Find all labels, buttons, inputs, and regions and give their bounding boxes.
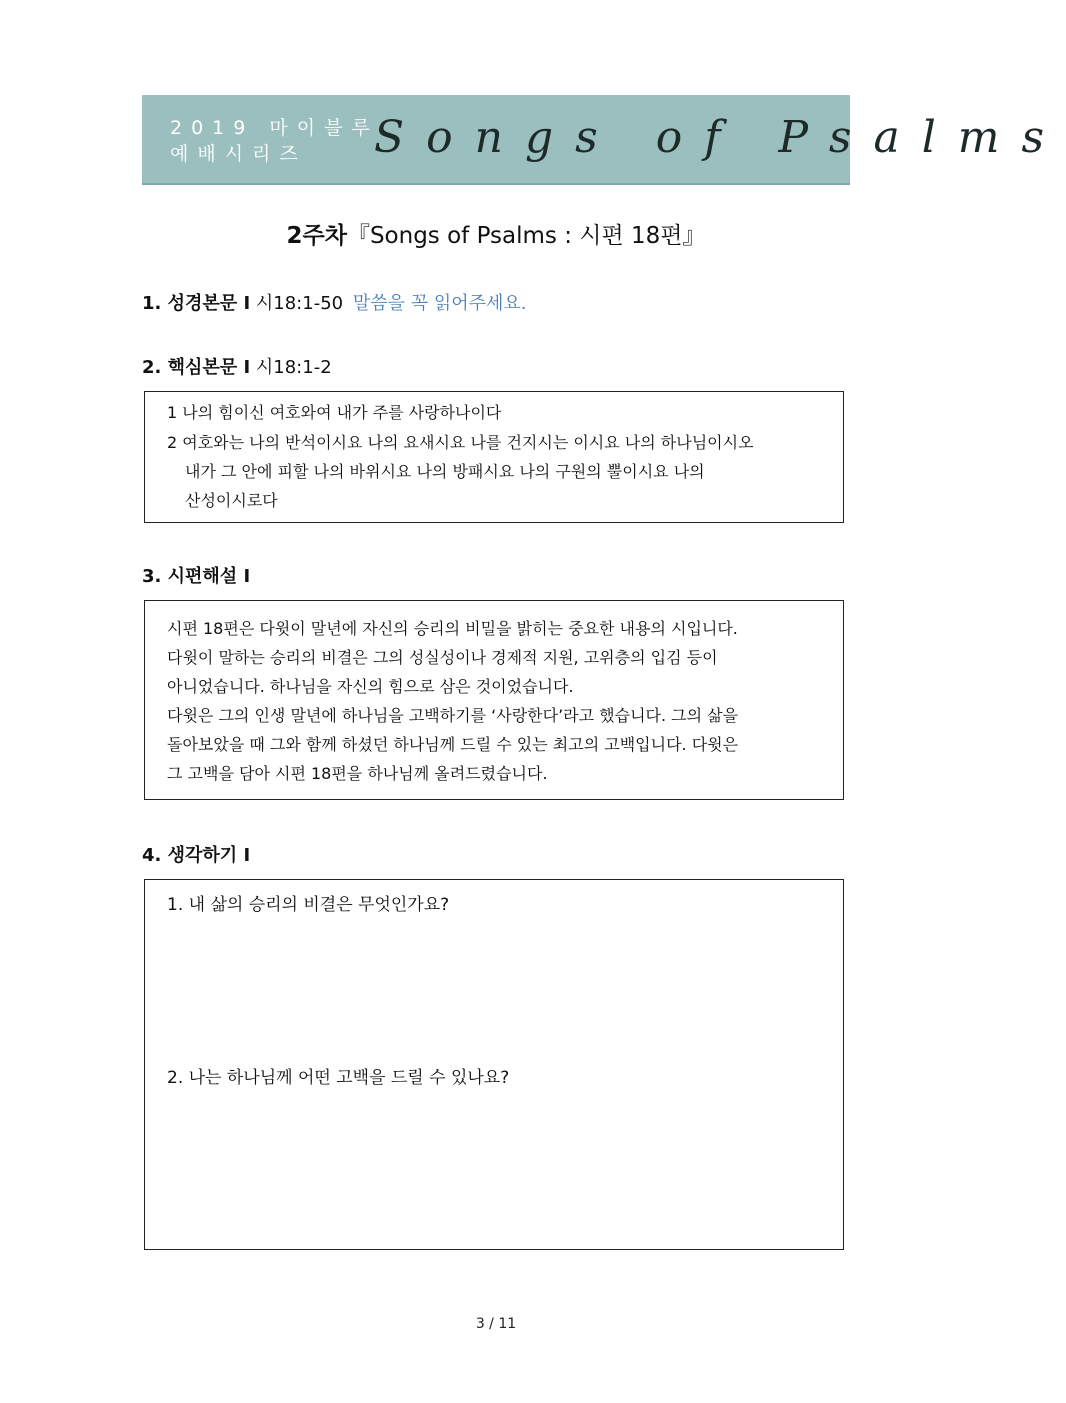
series-banner [142, 95, 1066, 185]
section-commentary [142, 564, 250, 590]
commentary-line: 다윗은 그의 인생 말년에 하나님을 고백하기를 ‘사랑한다’라고 했습니다. 그의 삶을 [167, 706, 739, 725]
banner-title: Songs of Psalms [374, 112, 1066, 163]
section-key-verse [142, 355, 332, 381]
verse-line: 내가 그 안에 피할 나의 바위시요 나의 방패시요 나의 구원의 뿔이시요 나의 [185, 462, 705, 481]
banner-series-label [170, 115, 379, 167]
page-title-week: 2주차 [286, 223, 347, 249]
section-heading: 1. 성경본문 I [142, 293, 251, 314]
key-verse-box [144, 391, 844, 523]
page-title [0, 220, 992, 252]
commentary-line: 아니었습니다. 하나님을 자신의 힘으로 삼은 것이었습니다. [167, 677, 574, 696]
section-heading: 4. 생각하기 I [142, 845, 251, 866]
page-title-text: 『Songs of Psalms : 시편 18편』 [346, 223, 706, 249]
verse-line: 2 여호와는 나의 반석이시요 나의 요새시요 나를 건지시는 이시요 나의 하나님이시오 [167, 433, 754, 452]
section-scripture [142, 291, 527, 317]
section-heading: 3. 시편해설 I [142, 566, 251, 587]
commentary-line: 다윗이 말하는 승리의 비결은 그의 성실성이나 경제적 지원, 고위층의 입김 등이 [167, 648, 718, 667]
page-number: 3 / 11 [475, 1316, 517, 1332]
verse-line: 1 나의 힘이신 여호와여 내가 주를 사랑하나이다 [167, 403, 502, 422]
commentary-line: 시편 18편은 다윗이 말년에 자신의 승리의 비밀을 밝히는 중요한 내용의 시입니다. [167, 619, 738, 638]
reflection-question-1: 1. 내 삶의 승리의 비결은 무엇인가요? [167, 895, 450, 915]
key-verse-reference: 시18:1-2 [255, 357, 332, 378]
section-heading: 2. 핵심본문 I [142, 357, 251, 378]
verse-line: 산성이시로다 [185, 491, 278, 510]
banner-sub-line2: 예배시리즈 [170, 143, 307, 165]
reflection-box [144, 879, 844, 1250]
reflection-question-2: 2. 나는 하나님께 어떤 고백을 드릴 수 있나요? [167, 1068, 510, 1088]
commentary-line: 돌아보았을 때 그와 함께 하셨던 하나님께 드릴 수 있는 최고의 고백입니다. 다윗은 [167, 735, 739, 754]
section-reflection [142, 843, 250, 869]
commentary-box [144, 600, 844, 800]
commentary-line: 그 고백을 담아 시편 18편을 하나님께 올려드렸습니다. [167, 764, 548, 783]
banner-sub-line1: 2019 마이블루 [170, 117, 379, 139]
reading-note: 말씀을 꼭 읽어주세요. [352, 293, 527, 314]
scripture-reference: 시18:1-50 [255, 293, 344, 314]
